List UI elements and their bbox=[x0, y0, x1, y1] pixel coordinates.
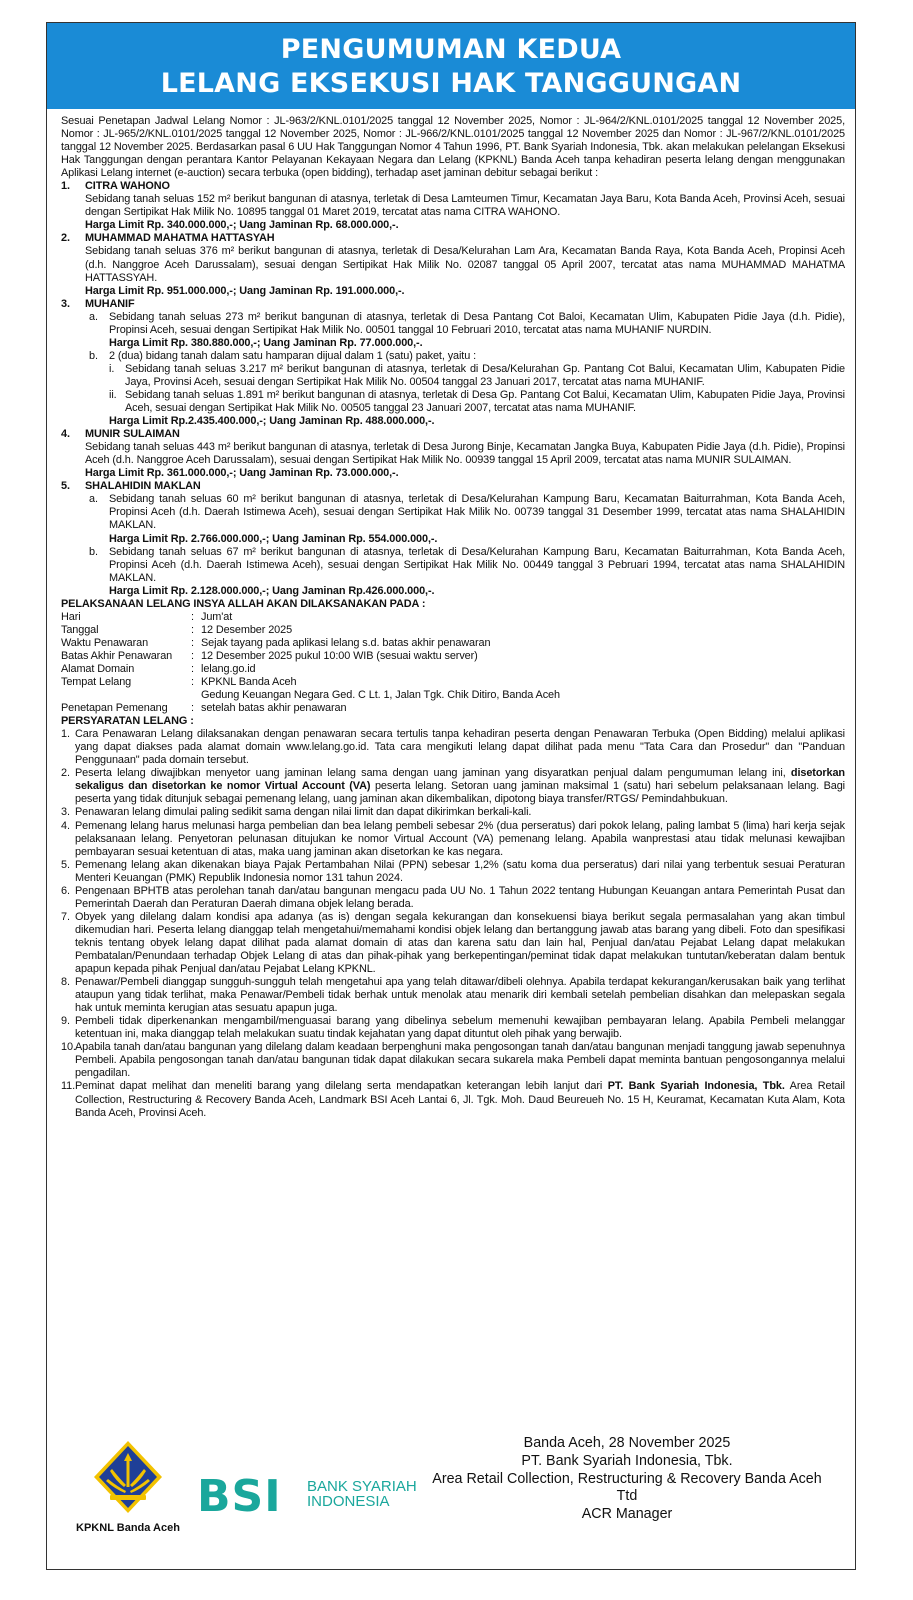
asset-subitem-b bbox=[85, 546, 845, 598]
asset-item-4 bbox=[61, 428, 845, 480]
asset-price: Harga Limit Rp. 361.000.000,-; Uang Jaminan Rp. 73.000.000,-. bbox=[85, 467, 399, 480]
announcement-content bbox=[61, 115, 845, 1120]
requirement-text: Pemenang lelang harus melunasi harga pembelian dan bea lelang pembeli sebesar 2% (dua perseratus) dari pokok lelang, paling lambat 5 (lima) hari kerja sejak pelaksanaan lelang. Penyetoran pelunasan ditujukan ke nomor Virtual Account (VA) pemenang lelang. Apabila wanprestasi atau tidak melunasi kewajiban pembayaran sesuai ketentuan di atas, maka uang jaminan akan disetorkan ke kas negara. bbox=[75, 819, 845, 858]
requirement-text: Penawar/Pembeli dianggap sungguh-sungguh telah mengetahui apa yang telah ditawar/dibeli olehnya. Apabila terdapat kekurangan/kerusakan baik yang terlihat ataupun yang tidak terlihat, maka Penawar/Pembeli tidak berhak untuk menolak atau menarik diri kembali setelah pembelian disahkan dan melepaskan segala hak untuk meminta kerugian atas sesuatu apapun juga. bbox=[75, 976, 845, 1015]
schedule-label: Batas Akhir Penawaran bbox=[61, 649, 173, 662]
schedule-label: Waktu Penawaran bbox=[61, 636, 149, 649]
schedule-row bbox=[61, 624, 560, 637]
asset-number: 3. bbox=[61, 297, 70, 310]
schedule-value: Gedung Keuangan Negara Ged. C Lt. 1, Jalan Tgk. Chik Ditiro, Banda Aceh bbox=[201, 689, 560, 702]
schedule-value: 12 Desember 2025 bbox=[201, 623, 293, 636]
signature-block bbox=[417, 1435, 837, 1524]
kpknl-logo bbox=[73, 1439, 183, 1534]
requirement-1 bbox=[61, 728, 845, 767]
requirement-number: 4. bbox=[61, 819, 70, 832]
signature-place-date: Banda Aceh, 28 November 2025 bbox=[523, 1435, 731, 1451]
debtor-name: CITRA WAHONO bbox=[85, 180, 170, 193]
requirement-text: Pemenang lelang akan dikenakan biaya Pajak Pertambahan Nilai (PPN) sebesar 1,2% (satu koma dua perseratus) dari nilai yang terbentuk sesuai Peraturan Menteri Keuangan (PMK) Republik Indonesia nomor 131 tahun 2024. bbox=[75, 858, 845, 884]
debtor-name: MUHANIF bbox=[85, 297, 135, 310]
requirement-11 bbox=[61, 1080, 845, 1119]
asset-item-3 bbox=[61, 298, 845, 428]
subitem-label: b. bbox=[89, 545, 98, 558]
requirement-number: 7. bbox=[61, 910, 70, 923]
asset-subitem-a bbox=[85, 311, 845, 350]
requirement-3 bbox=[61, 806, 845, 819]
schedule-row bbox=[61, 689, 560, 702]
signature-bank: PT. Bank Syariah Indonesia, Tbk. bbox=[521, 1452, 733, 1469]
requirement-number: 2. bbox=[61, 767, 70, 780]
schedule-label: Penetapan Pemenang bbox=[61, 702, 168, 715]
subitem-label: ii. bbox=[109, 388, 117, 401]
schedule-colon: : bbox=[191, 623, 194, 636]
requirement-text-bold: disetorkan sekaligus dan disetorkan ke nomor Virtual Account (VA) bbox=[75, 767, 845, 793]
requirement-number: 11. bbox=[61, 1080, 76, 1093]
schedule-label: Tempat Lelang bbox=[61, 676, 132, 689]
schedule-colon: : bbox=[191, 649, 194, 662]
requirement-text: Pengenaan BPHTB atas perolehan tanah dan/atau bangunan mengacu pada UU No. 1 Tahun 2022 tentang Hubungan Keuangan antara Pemerintah Pusat dan Pemerintah Daerah dan Peraturan Daerah dimana objek lelang berada. bbox=[75, 884, 845, 910]
asset-subitem-b bbox=[85, 350, 845, 428]
requirement-number: 5. bbox=[61, 858, 70, 871]
requirement-10 bbox=[61, 1041, 845, 1080]
bsi-logo bbox=[197, 1471, 417, 1521]
requirement-text-part: peserta lelang. Setoran uang jaminan maksimal 1 (satu) hari sebelum pelaksanaan lelang. Bagi peserta yang tidak ditunjuk sebagai pemenang lelang, uang jaminan akan dikembalikan, dipotong biaya transfer/RTGS/ Pemindahbukuan. bbox=[75, 780, 845, 806]
asset-item-5 bbox=[61, 480, 845, 597]
schedule-value: Jum'at bbox=[201, 610, 233, 623]
schedule-title: PELAKSANAAN LELANG INSYA ALLAH AKAN DILAKSANAKAN PADA : bbox=[61, 597, 426, 610]
schedule-label bbox=[61, 689, 191, 702]
bsi-wordmark-line1: BANK SYARIAH bbox=[307, 1478, 417, 1495]
asset-description: Sebidang tanah seluas 273 m² berikut bangunan di atasnya, terletak di Desa Pantang Cot Baloi, Kecamatan Ulim, Kabupaten Pidie Jaya (d.h. Pidie), Propinsi Aceh, sesuai dengan Sertipikat Hak Milik No. 00501 tanggal 10 Februari 2010, tercatat atas nama MUHANIF NURDIN. bbox=[109, 310, 845, 336]
requirements-title: PERSYARATAN LELANG : bbox=[61, 715, 194, 728]
asset-subitem-b-ii bbox=[109, 389, 845, 415]
schedule-colon: : bbox=[191, 676, 194, 689]
requirement-5 bbox=[61, 859, 845, 885]
asset-price: Harga Limit Rp. 340.000.000,-; Uang Jaminan Rp. 68.000.000,-. bbox=[85, 219, 399, 232]
kpknl-caption: KPKNL Banda Aceh bbox=[76, 1522, 180, 1534]
schedule-colon: : bbox=[191, 636, 194, 649]
schedule-label: Alamat Domain bbox=[61, 662, 135, 675]
bsi-wordmark bbox=[307, 1479, 417, 1509]
asset-subitem-a bbox=[85, 493, 845, 545]
asset-item-1 bbox=[61, 180, 845, 232]
asset-description: Sebidang tanah seluas 3.217 m² berikut bangunan di atasnya, terletak di Desa/Kelurahan Gp. Pantang Cot Balui, Kecamatan Ulim, Kabupaten Pidie Jaya, Provinsi Aceh, sesuai dengan Sertipikat Hak Milik No. 00504 tanggal 23 Januari 2017, tercatat atas nama MUHANIF. bbox=[125, 362, 845, 388]
requirement-8 bbox=[61, 976, 845, 1015]
asset-description: Sebidang tanah seluas 60 m² berikut bangunan di atasnya, terletak di Desa/Kelurahan Kampung Baru, Kecamatan Baiturrahman, Kota Banda Aceh, Propinsi Aceh (d.h. Daerah Istimewa Aceh), sesuai dengan Sertipikat Hak Milik No. 00739 tanggal 31 Desember 1999, tercatat atas nama SHALAHIDIN MAKLAN. bbox=[109, 493, 845, 532]
schedule-table bbox=[61, 611, 560, 715]
asset-price: Harga Limit Rp. 951.000.000,-; Uang Jaminan Rp. 191.000.000,-. bbox=[85, 284, 405, 297]
asset-description: 2 (dua) bidang tanah dalam satu hamparan dijual dalam 1 (satu) paket, yaitu : bbox=[109, 349, 477, 362]
requirement-text-part: Area Retail Collection, Restructuring & Recovery Banda Aceh, Landmark BSI Aceh Lantai 6, Jl. Tgk. Moh. Daud Beureueh No. 15 H, Keuramat, Kecamatan Kuta Alam, Kota Banda Aceh, Provinsi Aceh. bbox=[75, 1080, 845, 1119]
signature-ttd: Ttd bbox=[616, 1488, 638, 1505]
asset-description: Sebidang tanah seluas 376 m² berikut bangunan di atasnya, terletak di Desa/Kelurahan Lam Ara, Kecamatan Banda Raya, Kota Banda Aceh, Propinsi Aceh (d.h. Nanggroe Aceh Darussalam), sesuai dengan Sertipikat Hak Milik No. 02087 tanggal 05 April 2007, tercatat atas nama MUHAMMAD MAHATMA HATTASSYAH. bbox=[85, 245, 845, 284]
requirement-number: 6. bbox=[61, 884, 70, 897]
asset-number: 2. bbox=[61, 232, 70, 245]
requirement-text-part: Peminat dapat melihat dan meneliti barang yang dilelang serta mendapatkan keterangan lebih lanjut dari bbox=[75, 1080, 603, 1093]
requirement-text-part: Peserta lelang diwajibkan menyetor uang jaminan lelang sama dengan uang jaminan yang disyaratkan penjual dalam pengumuman lelang ini, bbox=[75, 767, 786, 780]
subitem-label: i. bbox=[109, 362, 115, 375]
header-title-line1: PENGUMUMAN KEDUA bbox=[280, 34, 622, 65]
asset-number: 5. bbox=[61, 480, 70, 493]
signature-role: ACR Manager bbox=[581, 1506, 673, 1523]
schedule-row bbox=[61, 702, 560, 715]
schedule-row bbox=[61, 663, 560, 676]
requirement-text-bold: PT. Bank Syariah Indonesia, Tbk. bbox=[607, 1080, 785, 1093]
schedule-row bbox=[61, 650, 560, 663]
requirement-text: Penawaran lelang dimulai paling sedikit sama dengan nilai limit dan dapat dikirimkan berkali-kali. bbox=[75, 806, 532, 819]
bsi-wordmark-line2: INDONESIA bbox=[307, 1493, 390, 1510]
requirement-4 bbox=[61, 820, 845, 859]
announcement-footer bbox=[47, 1413, 855, 1563]
subitem-label: a. bbox=[89, 493, 98, 506]
requirement-text: Pembeli tidak diperkenankan mengambil/menguasai barang yang dibelinya sebelum memenuhi kewajiban pembayaran lelang. Apabila Pembeli melanggar ketentuan ini, maka dianggap telah melakukan suatu tindak kejahatan yang dapat dituntut oleh pihak yang berwajib. bbox=[75, 1015, 845, 1041]
asset-description: Sebidang tanah seluas 1.891 m² berikut bangunan di atasnya, terletak di Desa Gp. Pantang Cot Balui, Kecamatan Ulim, Kabupaten Pidie Jaya, Provinsi Aceh, sesuai dengan Sertipikat Hak Milik No. 00505 tanggal 23 Januari 2007, tercatat atas nama MUHANIF. bbox=[125, 388, 845, 415]
requirement-number: 3. bbox=[61, 806, 70, 819]
kpknl-emblem-icon bbox=[90, 1439, 166, 1515]
requirement-text: Obyek yang dilelang dalam kondisi apa adanya (as is) dengan segala kekurangan dan konsekuensi biaya berikut segala permasalahan yang akan timbul dikemudian hari. Peserta lelang dianggap telah mengetahui/memahami kondisi objek lelang dan bertanggung jawab atas barang yang dibeli. Foto dan spesifikasi teknis tentang obyek lelang dapat dilihat pada alamat domain di atas dan karena satu dan lain hal, Penjual dan/atau Pejabat Lelang dapat melakukan Pembatalan/Penundaan terhadap Objek Lelang di atas dan pihak-pihak yang berkepentingan/peminat tidak dapat melakukan tuntutan/keberatan dalam bentuk apapun kepada pihak Penjual dan/atau Pejabat Lelang KPKNL. bbox=[75, 910, 845, 976]
schedule-colon: : bbox=[191, 610, 194, 623]
requirement-text: Apabila tanah dan/atau bangunan yang dilelang dalam keadaan berpenghuni maka pengosongan tanah dan/atau bangunan menjadi tanggung jawab sepenuhnya Pembeli. Apabila pengosongan tanah dan/atau bangunan tidak dapat dilakukan secara sukarela maka Pembeli dapat meminta bantuan pengosongannya melalui pengadilan. bbox=[75, 1041, 845, 1080]
schedule-label: Hari bbox=[61, 610, 81, 623]
debtor-name: MUHAMMAD MAHATMA HATTASYAH bbox=[85, 232, 275, 245]
schedule-value: KPKNL Banda Aceh bbox=[201, 676, 297, 689]
requirement-6 bbox=[61, 885, 845, 911]
intro-paragraph: Sesuai Penetapan Jadwal Lelang Nomor : JL-963/2/KNL.0101/2025 tanggal 12 November 2025, Nomor : JL-964/2/KNL.0101/2025 tanggal 12 November 2025, Nomor : JL-965/2/KNL.0101/2025 tanggal 12 November 2025, Nomor : JL-966/2/KNL.0101/2025 tanggal 12 November 2025 dan Nomor : JL-967/2/KNL.0101/2025 tanggal 12 November 2025. Berdasarkan pasal 6 UU Hak Tanggungan Nomor 4 Tahun 1996, PT. Bank Syariah Indonesia, Tbk. akan melakukan pelelangan Eksekusi Hak Tanggungan dengan perantara Kantor Pelayanan Kekayaan Negara dan Lelang (KPKNL) Banda Aceh tanpa kehadiran peserta lelang dengan menggunakan Aplikasi Lelang internet (e-auction) secara terbuka (open bidding), terhadap aset jaminan debitur sebagai berikut : bbox=[61, 115, 845, 180]
asset-number: 1. bbox=[61, 180, 70, 193]
requirement-text bbox=[75, 767, 845, 806]
announcement-header bbox=[47, 23, 855, 109]
asset-price: Harga Limit Rp. 2.766.000.000,-; Uang Jaminan Rp. 554.000.000,-. bbox=[109, 532, 438, 545]
subitem-label: b. bbox=[89, 349, 98, 362]
asset-price: Harga Limit Rp.2.435.400.000,-; Uang Jaminan Rp. 488.000.000,-. bbox=[109, 415, 435, 428]
asset-description: Sebidang tanah seluas 67 m² berikut bangunan di atasnya, terletak di Desa/Kelurahan Kampung Baru, Kecamatan Baiturrahman, Kota Banda Aceh, Propinsi Aceh (d.h. Daerah Istimewa Aceh), sesuai dengan Sertipikat Hak Milik No. 00449 tanggal 3 Pebruari 1994, tercatat atas nama SHALAHIDIN MAKLAN. bbox=[109, 545, 845, 584]
asset-item-2 bbox=[61, 232, 845, 297]
schedule-label: Tanggal bbox=[61, 623, 99, 636]
schedule-value: setelah batas akhir penawaran bbox=[201, 702, 347, 715]
schedule-row bbox=[61, 611, 560, 624]
requirement-number: 1. bbox=[61, 728, 70, 741]
asset-description: Sebidang tanah seluas 152 m² berikut bangunan di atasnya, terletak di Desa Lamteumen Timur, Kecamatan Jaya Baru, Kota Banda Aceh, Provinsi Aceh, sesuai dengan Sertipikat Hak Milik No. 10895 tanggal 01 Maret 2019, tercatat atas nama CITRA WAHONO. bbox=[85, 193, 845, 219]
asset-subitem-b-i bbox=[109, 363, 845, 389]
subitem-label: a. bbox=[89, 310, 98, 323]
asset-number: 4. bbox=[61, 428, 70, 441]
requirement-7 bbox=[61, 911, 845, 976]
bsi-mark: BSI bbox=[197, 1471, 282, 1522]
schedule-value: lelang.go.id bbox=[201, 662, 256, 675]
schedule-colon bbox=[191, 689, 201, 702]
requirement-text bbox=[75, 1080, 845, 1119]
debtor-name: SHALAHIDIN MAKLAN bbox=[85, 480, 201, 493]
requirement-number: 10. bbox=[61, 1041, 76, 1054]
signature-unit: Area Retail Collection, Restructuring & Recovery Banda Aceh bbox=[432, 1470, 822, 1487]
schedule-colon: : bbox=[191, 662, 194, 675]
requirement-number: 9. bbox=[61, 1015, 70, 1028]
asset-description: Sebidang tanah seluas 443 m² berikut bangunan di atasnya, terletak di Desa Jurong Binje, Kecamatan Jangka Buya, Kabupaten Pidie Jaya (d.h. Pidie), Propinsi Aceh (d.h. Nanggroe Aceh Darussalam), sesuai dengan Sertipikat Hak Milik No. 00939 tanggal 15 April 2009, tercatat atas nama MUNIR SULAIMAN. bbox=[85, 441, 845, 467]
announcement-frame bbox=[46, 22, 856, 1570]
header-title-line2: LELANG EKSEKUSI HAK TANGGUNGAN bbox=[160, 68, 742, 99]
schedule-row bbox=[61, 637, 560, 650]
requirement-text: Cara Penawaran Lelang dilaksanakan dengan penawaran secara tertulis tanpa kehadiran peserta dengan Penawaran Terbuka (Open Bidding) melalui aplikasi yang dapat diakses pada alamat domain www.lelang.go.id. Tata cara mengikuti lelang dapat dilihat pada menu "Tata Cara dan Prosedur" dan "Panduan Penggunaan" pada domain tersebut. bbox=[75, 728, 845, 767]
schedule-value: Sejak tayang pada aplikasi lelang s.d. batas akhir penawaran bbox=[201, 636, 491, 649]
schedule-row bbox=[61, 676, 560, 689]
schedule-colon: : bbox=[191, 702, 194, 715]
requirement-9 bbox=[61, 1015, 845, 1041]
schedule-value: 12 Desember 2025 pukul 10:00 WIB (sesuai waktu server) bbox=[201, 649, 478, 662]
requirement-2 bbox=[61, 767, 845, 806]
requirement-number: 8. bbox=[61, 976, 70, 989]
asset-price: Harga Limit Rp. 380.880.000,-; Uang Jaminan Rp. 77.000.000,-. bbox=[109, 336, 423, 349]
debtor-name: MUNIR SULAIMAN bbox=[85, 428, 180, 441]
asset-price: Harga Limit Rp. 2.128.000.000,-; Uang Jaminan Rp.426.000.000,-. bbox=[109, 584, 435, 597]
